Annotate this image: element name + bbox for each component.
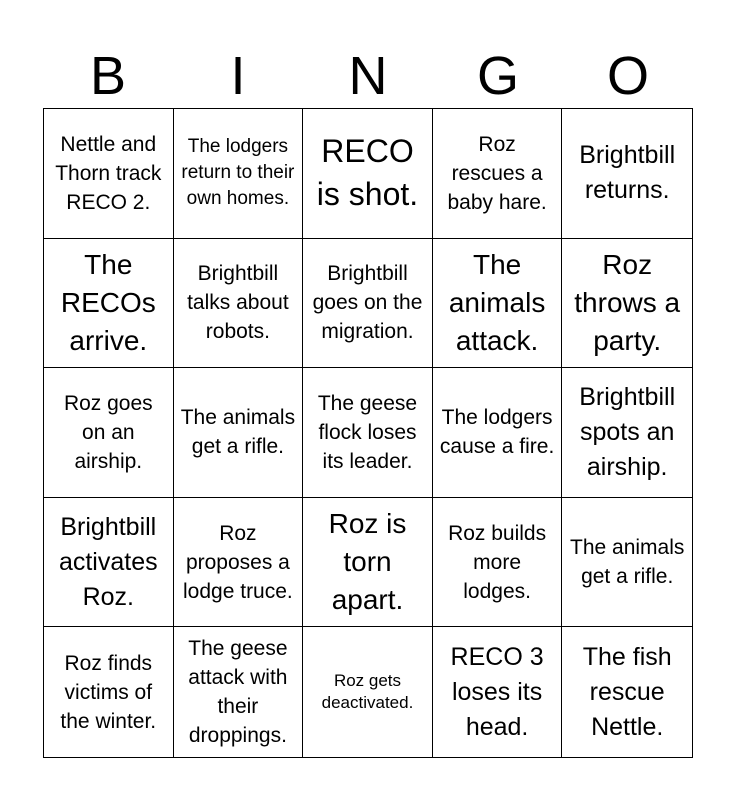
bingo-cell-r2c4[interactable]: The animals attack. [433, 239, 563, 369]
bingo-cell-r4c1[interactable]: Brightbill activates Roz. [44, 498, 174, 628]
bingo-cell-r1c1[interactable]: Nettle and Thorn track RECO 2. [44, 109, 174, 239]
bingo-cell-r2c2[interactable]: Brightbill talks about robots. [174, 239, 304, 369]
bingo-cell-r1c4[interactable]: Roz rescues a baby hare. [433, 109, 563, 239]
bingo-header [43, 44, 693, 108]
header-letter-i: I [230, 46, 246, 106]
bingo-cell-r5c3[interactable]: Roz gets deactivated. [303, 627, 433, 757]
bingo-cell-r3c2[interactable]: The animals get a rifle. [174, 368, 304, 498]
bingo-cell-r5c5[interactable]: The fish rescue Nettle. [582, 642, 672, 741]
bingo-cell-r4c5[interactable]: The animals get a rifle. [562, 498, 692, 628]
bingo-cell-r1c5[interactable]: Brightbill returns. [562, 109, 692, 239]
bingo-cell-r1c3[interactable]: RECO is shot. [303, 109, 433, 239]
bingo-cell-r5c4[interactable]: RECO 3 loses its head. [433, 627, 563, 757]
bingo-cell-r3c1[interactable]: Roz goes on an airship. [44, 368, 174, 498]
bingo-cell-r3c5[interactable]: Brightbill spots an airship. [562, 368, 692, 498]
bingo-cell-r4c3[interactable]: Roz is torn apart. [303, 498, 433, 628]
bingo-cell-r3c3[interactable]: The geese flock loses its leader. [303, 368, 433, 498]
header-letter-o: O [606, 46, 649, 106]
bingo-cell-r4c4[interactable]: Roz builds more lodges. [433, 498, 563, 628]
bingo-cell-r2c5[interactable]: Roz throws a party. [562, 239, 692, 369]
header-letter-b: B [89, 46, 127, 106]
bingo-board [43, 108, 693, 758]
bingo-cell-r3c4[interactable]: The lodgers cause a fire. [433, 368, 563, 498]
bingo-cell-r5c2[interactable]: The geese attack with their droppings. [174, 627, 304, 757]
header-letter-g: G [476, 46, 519, 106]
bingo-cell-r2c1[interactable]: The RECOs arrive. [44, 239, 174, 369]
bingo-cell-r5c1[interactable]: Roz finds victims of the winter. [44, 627, 174, 757]
header-letter-n: N [348, 46, 388, 106]
bingo-cell-r4c2[interactable]: Roz proposes a lodge truce. [174, 498, 304, 628]
bingo-cell-r2c3[interactable]: Brightbill goes on the migration. [303, 239, 433, 369]
bingo-cell-r1c2[interactable]: The lodgers return to their own homes. [174, 109, 304, 239]
